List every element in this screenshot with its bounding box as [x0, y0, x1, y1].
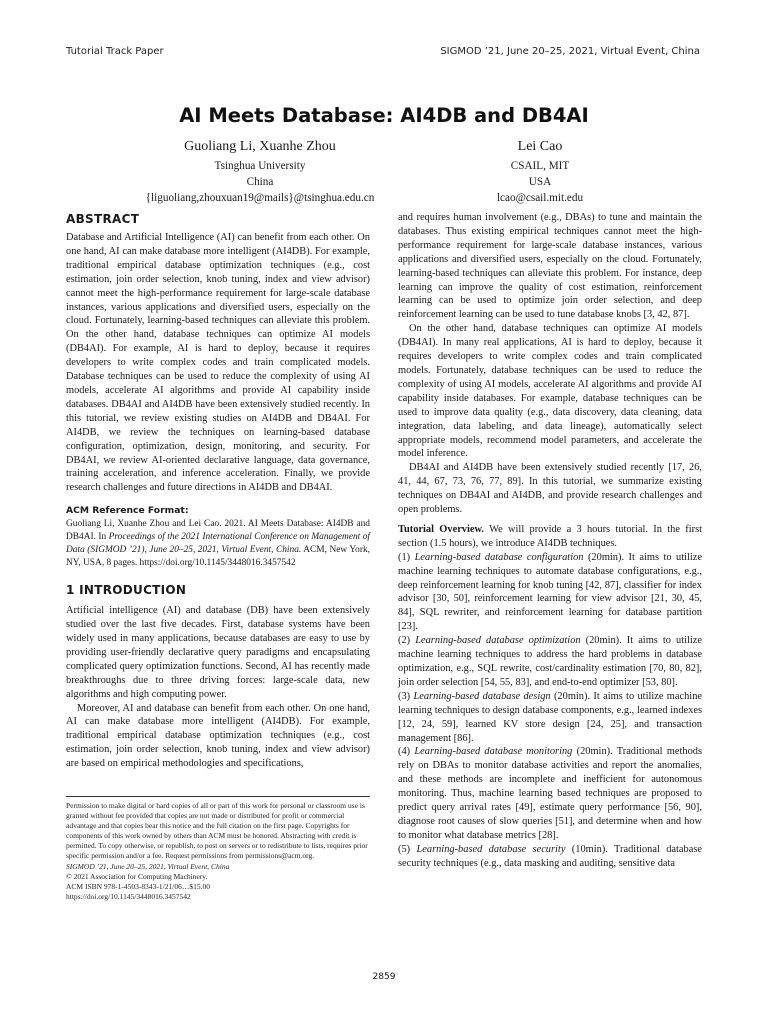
- item-number: (3): [398, 690, 414, 702]
- intro-paragraph-4: DB4AI and AI4DB have been extensively studied recently [17, 26, 41, 44, 67, 73, 76, 77, 89]. In this tutorial, we summarize existing techniques on DB4AI and AI4DB, and provide research challenges and open problems.: [398, 462, 702, 516]
- header-track-label: Tutorial Track Paper: [66, 46, 164, 57]
- author-affiliation: Tsinghua University: [214, 160, 306, 172]
- author-block-mit: [440, 138, 640, 206]
- footnote-doi: https://doi.org/10.1145/3448016.3457542: [66, 891, 191, 901]
- author-email: {liguoliang,zhouxuan19@mails}@tsinghua.edu.cn: [145, 192, 375, 204]
- acm-reference-venue: Proceedings of the 2021 International Conference on Management of Data (SIGMOD ’21), June 20–25, 2021, Virtual Event, China.: [66, 532, 370, 556]
- item-title: Learning-based database optimization: [415, 635, 581, 647]
- left-column: [66, 211, 370, 771]
- author-names: Guoliang Li, Xuanhe Zhou: [184, 139, 336, 154]
- overview-item-security: [398, 843, 702, 871]
- introduction-heading: 1 INTRODUCTION: [66, 583, 187, 598]
- abstract-heading: ABSTRACT: [66, 212, 140, 226]
- paper-title: AI Meets Database: AI4DB and DB4AI: [179, 104, 589, 127]
- abstract-text: Database and Artificial Intelligence (AI) can benefit from each other. On one hand, AI can make database more intelligent (AI4DB). For example, traditional empirical database optimization techniques (e.g., cost estimation, join order selection, knob tuning, index and view advisor) cannot meet the high-performance requirement for large-scale database instances, various applications and diversified users, especially on the cloud. Fortunately, learning-based techniques can alleviate this problem. On the other hand, database techniques can optimize AI models (DB4AI). For example, AI is hard to deploy, because it requires developers to write complex codes and train complicated models. Database techniques can be used to reduce the complexity of using AI models, accelerate AI algorithms and provide AI capability inside databases. DB4AI and AI4DB have been extensively studied recently. In this tutorial, we review existing studies on AI4DB and DB4AI. For AI4DB, we review the techniques on learning-based database configuration, optimization, design, monitoring, and security. For DB4AI, we review AI-oriented declarative language, data governance, training acceleration, and inference acceleration. Finally, we provide research challenges and future directions in AI4DB and DB4AI.: [66, 232, 370, 494]
- item-title: Learning-based database configuration: [414, 551, 584, 563]
- intro-paragraph-1: Artificial intelligence (AI) and database (DB) have been extensively studied over the last five decades. First, database systems have been widely used in many applications, because databases are easy to use by providing user-friendly declarative query paradigms and encapsulating complicated query optimization functions. Second, AI has recently made breakthroughs due to three driving forces: large-scale data, new algorithms and high computing power.: [66, 605, 370, 700]
- item-text: (20min). Traditional methods rely on DBAs to monitor database activities and report the anomalies, and these methods are incomplete and inefficient for autonomous monitoring. Thus, machine learning based techniques are proposed to predict query arrival rates [49], estimate query performance [56, 90], diagnose root causes of slow queries [51], and determine when and how to monitor what database metrics [28].: [398, 746, 703, 841]
- tutorial-overview-lead-text: We will provide a 3 hours tutorial. In the first section (1.5 hours), we introduce AI4DB techniques.: [398, 523, 703, 549]
- acm-reference-text: [66, 518, 370, 570]
- footnote-isbn: ACM ISBN 978-1-4503-8343-1/21/06…$15.00: [66, 881, 210, 891]
- footnote-copyright: © 2021 Association for Computing Machinery.: [66, 871, 208, 881]
- tutorial-overview-lead: Tutorial Overview.: [398, 523, 485, 535]
- author-block-tsinghua: [110, 138, 410, 206]
- item-text: (20min). It aims to utilize machine learning techniques to address the hard problems in database optimization, e.g., SQL rewrite, cost/cardinality estimation [70, 80, 82], join order selection [54, 55, 83], and end-to-end optimizer [53, 80].: [398, 635, 702, 688]
- author-email: lcao@csail.mit.edu: [496, 192, 584, 204]
- overview-item-monitoring: [398, 745, 702, 842]
- item-title: Learning-based database security: [416, 843, 566, 855]
- right-column: [398, 211, 702, 871]
- overview-item-optimization: [398, 634, 702, 690]
- author-affiliation: CSAIL, MIT: [510, 160, 570, 172]
- tutorial-overview-paragraph: [398, 523, 702, 551]
- intro-paragraph-3: On the other hand, database techniques can optimize AI models (DB4AI). In many real applications, AI is hard to deploy, because it requires developers to write complex codes and train complicated models. Fortunately, database techniques can be used to reduce the complexity of using AI models, accelerate AI algorithms and provide AI capability inside databases. For example, database techniques can be used to improve data quality (e.g., data discovery, data cleaning, data integration, data labeling, and data lineage), automatically select appropriate models, recommend model parameters, and accelerate the model inference.: [398, 323, 702, 460]
- acm-reference-rest: ACM, New York, NY, USA, 8 pages. https://doi.org/10.1145/3448016.3457542: [66, 545, 370, 569]
- author-names: Lei Cao: [517, 139, 563, 154]
- overview-item-configuration: [398, 551, 702, 634]
- acm-reference-label: ACM Reference Format:: [66, 505, 189, 517]
- overview-item-design: [398, 690, 702, 746]
- running-header: [66, 46, 700, 60]
- item-title: Learning-based database design: [413, 690, 551, 702]
- header-venue-label: SIGMOD ’21, June 20–25, 2021, Virtual Event, China: [440, 46, 700, 57]
- footnote-venue: SIGMOD ’21, June 20–25, 2021, Virtual Event, China: [66, 861, 230, 871]
- copyright-footnote: [66, 796, 370, 902]
- acm-reference-authors: Guoliang Li, Xuanhe Zhou and Lei Cao. 2021. AI Meets Database: AI4DB and DB4AI. In: [66, 519, 370, 543]
- author-country: USA: [528, 176, 552, 188]
- item-text: (20min). It aims to utilize machine learning techniques to design database components, e.g., learned indexes [12, 24, 59], learned KV store design [24, 25], and transaction management [86].: [398, 690, 702, 744]
- footnote-permission: Permission to make digital or hard copies of all or part of this work for personal or classroom use is granted without fee provided that copies are not made or distributed for profit or commercial advantage and that copies bear this notice and the full citation on the first page. Copyrights for components of this work owned by others than ACM must be honored. Abstracting with credit is permitted. To copy otherwise, or republish, to post on servers or to redistribute to lists, requires prior specific permission and/or a fee. Request permissions from permissions@acm.org.: [66, 801, 368, 861]
- item-title: Learning-based database monitoring: [414, 746, 573, 758]
- page-number: 2859: [372, 972, 396, 982]
- intro-paragraph-2: Moreover, AI and database can benefit from each other. On one hand, AI can make database more intelligent (AI4DB). For example, traditional empirical database optimization techniques (e.g., cost estimation, join order selection, knob tuning, index and view advisor) are based on empirical methodologies and specifications,: [66, 702, 370, 770]
- item-text: (20min). It aims to utilize machine learning techniques to automate database configurations, e.g., deep reinforcement learning for knob tuning [42, 87], classifier for index advisor [30, 50], reinforcement learning for view advisor [21, 30, 45, 84], SQL rewriter, and reinforcement learning for database partition [23].: [398, 551, 702, 633]
- intro-paragraph-2-continued: and requires human involvement (e.g., DBAs) to tune and maintain the databases. Thus existing empirical techniques cannot meet the high-performance requirement for large-scale database instances, various applications and diversified users, especially on the cloud. Fortunately, learning-based techniques can alleviate this problem. For instance, deep learning can improve the quality of cost estimation, reinforcement learning can be used to optimize join order selection, and deep reinforcement learning can be used to tune database knobs [3, 42, 87].: [398, 212, 702, 321]
- item-number: (4): [398, 746, 415, 758]
- item-number: (2): [398, 635, 416, 647]
- author-country: China: [246, 176, 274, 188]
- item-text: (10min). Traditional database security techniques (e.g., data masking and auditing, sensitive data: [398, 843, 702, 869]
- item-number: (5): [398, 843, 417, 855]
- item-number: (1): [398, 551, 415, 563]
